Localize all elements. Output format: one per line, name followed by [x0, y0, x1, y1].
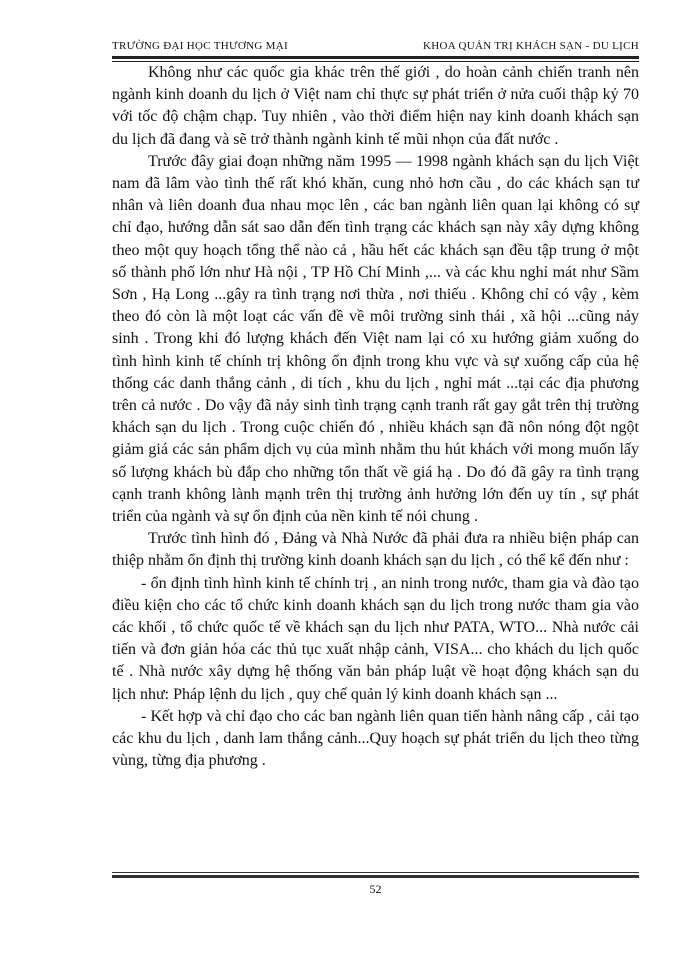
footer-rule-thick — [112, 875, 639, 878]
page-header — [112, 38, 639, 56]
header-faculty: KHOA QUẢN TRỊ KHÁCH SẠN - DU LỊCH — [423, 40, 639, 52]
list-item-stability: - ổn định tình hình kinh tế chính trị , an ninh trong nước, tham gia và đào tạo điều kiện cho các tổ chức kinh doanh khách sạn du lịch trong nước tham gia vào các khối , tổ chức quốc tế về khách sạn du lịch như PATA, WTO... Nhà nước cải tiến và đơn giản hóa các thủ tục xuất nhập cảnh, VISA... cho khách du lịch quốc tế . Nhà nước xây dựng hệ thống văn bản pháp luật về hoạt động khách sạn du lịch như: Pháp lệnh du lịch , quy chế quản lý kinh doanh khách sạn ... — [112, 574, 639, 703]
header-rule-thick — [112, 56, 639, 59]
paragraph-history: Trước đây giai đoạn những năm 1995 — 1998 ngành khách sạn du lịch Việt nam đã lâm vào tình thế rất khó khăn, cung nhỏ hơn cầu , do các khách sạn tư nhân và liên doanh đua nhau mọc lên , các ban ngành liên quan lại không có sự chỉ đạo, hướng dẫn sát sao dẫn đến tình trạng các khách sạn này xây dựng không theo một quy hoạch tổng thể nào cả , hầu hết các khách sạn đều tập trung ở một số thành phố lớn như Hà nội , TP Hồ Chí Minh ,... và các khu nghỉ mát như Sầm Sơn , Hạ Long ...gây ra tình trạng nơi thừa , nơi thiếu . Không chỉ có vậy , kèm theo đó còn là một loạt các vấn đề về môi trường sinh thái , xã hội ...cũng nảy sinh . Trong khi đó lượng khách đến Việt nam lại có xu hướng giảm xuống do tình hình kinh tế chính trị không ổn định trong khu vực và sự xuống cấp của hệ thống các danh thắng cảnh , di tích , khu du lịch , nghỉ mát ...tại các địa phương trên cả nước . Do vậy đã nảy sinh tình trạng cạnh tranh rất gay gắt trên thị trường khách sạn du lịch . Trong cuộc chiến đó , nhiều khách sạn đã nôn nóng đột ngột giảm giá các sản phẩm dịch vụ của mình nhằm thu hút khách với mong muốn lấy số lượng khách bù đắp cho những tổn thất về giá hạ . Do đó đã gây ra tình trạng cạnh tranh không lành mạnh trên thị trường ảnh hưởng lớn đến uy tín , sự phát triển của ngành và sự ổn định của nền kinh tế nói chung . — [112, 152, 639, 526]
footer-rule-thin — [112, 872, 639, 873]
header-university: TRƯỜNG ĐẠI HỌC THƯƠNG MẠI — [112, 40, 288, 52]
page-body — [112, 62, 639, 773]
paragraph-measures: Trước tình hình đó , Đảng và Nhà Nước đã phải đưa ra nhiều biện pháp can thiệp nhằm ổn định thị trường kinh doanh khách sạn du lịch , có thể kể đến như : — [112, 530, 639, 570]
page-number: 52 — [369, 882, 382, 896]
paragraph-intro: Không như các quốc gia khác trên thế giới , do hoàn cảnh chiến tranh nên ngành kinh doanh du lịch ở Việt nam chỉ thực sự phát triển ở nửa cuối thập kỷ 70 với tốc độ chậm chạp. Tuy nhiên , vào thời điểm hiện nay kinh doanh khách sạn du lịch đã đang và sẽ trở thành ngành kinh tế mũi nhọn của đất nước . — [112, 64, 639, 148]
list-item-upgrade: - Kết hợp và chỉ đạo cho các ban ngành liên quan tiến hành nâng cấp , cải tạo các khu du lịch , danh lam thắng cảnh...Quy hoạch sự phát triển du lịch theo từng vùng, từng địa phương . — [112, 707, 639, 770]
